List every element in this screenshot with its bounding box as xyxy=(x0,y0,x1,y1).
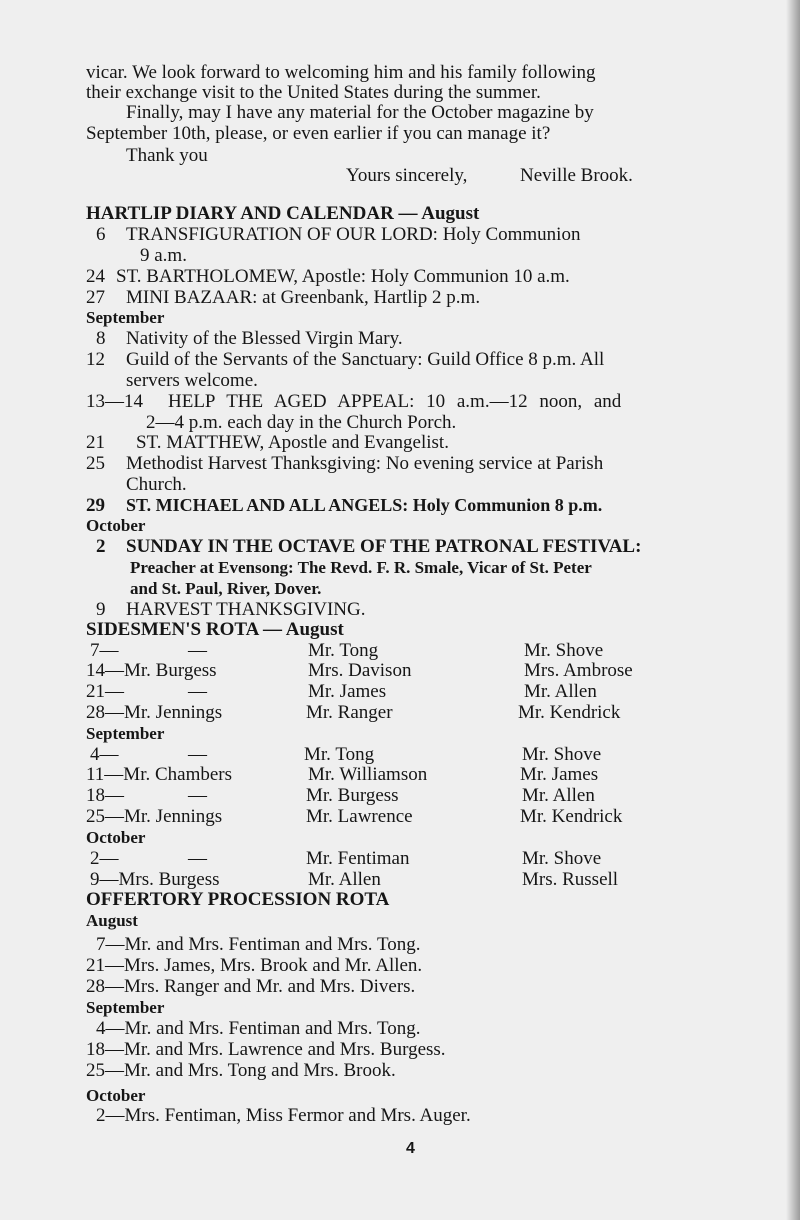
offertory-heading: OFFERTORY PROCESSION ROTA xyxy=(86,889,390,910)
offertory-entry: 2—Mrs. Fentiman, Miss Fermor and Mrs. Auger. xyxy=(96,1105,471,1126)
diary-day: 9 xyxy=(96,599,106,620)
rota-dash: — xyxy=(188,744,207,765)
rota-dash: — xyxy=(188,640,207,661)
offertory-entry: 21—Mrs. James, Mrs. Brook and Mr. Allen. xyxy=(86,955,423,976)
rota-date: 21— xyxy=(86,681,124,702)
rota-date: 28—Mr. Jennings xyxy=(86,702,223,723)
rota-name: Mr. Williamson xyxy=(308,764,428,785)
letter-signature: Neville Brook. xyxy=(520,165,633,186)
rota-name: Mr. Lawrence xyxy=(306,806,413,827)
letter-line-2: their exchange visit to the United States during the summer. xyxy=(86,82,541,103)
diary-entry-cont: and St. Paul, River, Dover. xyxy=(130,579,322,598)
diary-entry: HELP THE AGED APPEAL: 10 a.m.—12 noon, and xyxy=(168,391,622,412)
rota-name: Mr. James xyxy=(308,681,387,702)
diary-day: 13—14 xyxy=(86,391,143,412)
rota-date: 14—Mr. Burgess xyxy=(86,660,217,681)
rota-date: 25—Mr. Jennings xyxy=(86,806,223,827)
rota-name: Mr. Allen xyxy=(308,869,381,890)
diary-heading: HARTLIP DIARY AND CALENDAR — August xyxy=(86,203,480,224)
rota-name: Mr. Ranger xyxy=(306,702,393,723)
diary-entry: ST. BARTHOLOMEW, Apostle: Holy Communion 10 a.m. xyxy=(116,266,570,287)
rota-name: Mrs. Davison xyxy=(308,660,412,681)
rota-dash: — xyxy=(188,785,207,806)
rota-name: Mrs. Russell xyxy=(522,869,619,890)
rota-name: Mr. Allen xyxy=(524,681,597,702)
rota-name: Mr. James xyxy=(520,764,599,785)
diary-day: 24 xyxy=(86,266,105,287)
diary-day: 2 xyxy=(96,536,106,557)
diary-day: 25 xyxy=(86,453,105,474)
offertory-entry: 4—Mr. and Mrs. Fentiman and Mrs. Tong. xyxy=(96,1018,421,1039)
diary-entry: ST. MICHAEL AND ALL ANGELS: Holy Communion 8 p.m. xyxy=(126,495,603,515)
letter-thank-you: Thank you xyxy=(126,145,208,166)
rota-name: Mr. Shove xyxy=(524,640,604,661)
rota-name: Mr. Allen xyxy=(522,785,595,806)
diary-entry: Methodist Harvest Thanksgiving: No evening service at Parish xyxy=(126,453,604,474)
diary-entry: HARVEST THANKSGIVING. xyxy=(126,599,366,620)
rota-date: 2— xyxy=(90,848,119,869)
rota-name: Mr. Kendrick xyxy=(518,702,621,723)
diary-day: 8 xyxy=(96,328,106,349)
diary-day: 21 xyxy=(86,432,105,453)
letter-closing: Yours sincerely, xyxy=(346,165,468,186)
diary-entry-cont: 9 a.m. xyxy=(140,245,187,266)
offertory-entry: 25—Mr. and Mrs. Tong and Mrs. Brook. xyxy=(86,1060,396,1081)
offertory-month-september: September xyxy=(86,998,165,1017)
diary-entry: Guild of the Servants of the Sanctuary: Guild Office 8 p.m. All xyxy=(126,349,605,370)
letter-line-1: vicar. We look forward to welcoming him and his family following xyxy=(86,62,596,83)
rota-name: Mr. Tong xyxy=(308,640,379,661)
diary-entry-cont: Church. xyxy=(126,474,187,495)
rota-name: Mr. Tong xyxy=(304,744,375,765)
diary-day: 6 xyxy=(96,224,106,245)
rota-name: Mr. Shove xyxy=(522,744,602,765)
offertory-month-october: October xyxy=(86,1086,146,1105)
rota-dash: — xyxy=(188,848,207,869)
rota-date: 7— xyxy=(90,640,119,661)
diary-entry-cont: Preacher at Evensong: The Revd. F. R. Smale, Vicar of St. Peter xyxy=(130,558,592,577)
rota-date: 9—Mrs. Burgess xyxy=(90,869,220,890)
offertory-entry: 28—Mrs. Ranger and Mr. and Mrs. Divers. xyxy=(86,976,416,997)
rota-name: Mr. Fentiman xyxy=(306,848,410,869)
rota-month-september: September xyxy=(86,724,165,743)
rota-name: Mrs. Ambrose xyxy=(524,660,633,681)
diary-day: 27 xyxy=(86,287,105,308)
diary-day: 29 xyxy=(86,495,105,516)
rota-dash: — xyxy=(188,681,207,702)
diary-entry: Nativity of the Blessed Virgin Mary. xyxy=(126,328,403,349)
letter-line-4: September 10th, please, or even earlier if you can manage it? xyxy=(86,123,551,144)
page-number: 4 xyxy=(406,1140,415,1157)
diary-month-september: September xyxy=(86,308,165,327)
letter-line-3: Finally, may I have any material for the October magazine by xyxy=(126,102,594,123)
rota-name: Mr. Shove xyxy=(522,848,602,869)
diary-month-october: October xyxy=(86,516,146,535)
diary-entry: ST. MATTHEW, Apostle and Evangelist. xyxy=(136,432,449,453)
diary-day: 12 xyxy=(86,349,105,370)
diary-entry: SUNDAY IN THE OCTAVE OF THE PATRONAL FESTIVAL: xyxy=(126,536,642,557)
rota-month-october: October xyxy=(86,828,146,847)
offertory-entry: 7—Mr. and Mrs. Fentiman and Mrs. Tong. xyxy=(96,934,421,955)
rota-name: Mr. Kendrick xyxy=(520,806,623,827)
rota-date: 11—Mr. Chambers xyxy=(86,764,233,785)
diary-entry: MINI BAZAAR: at Greenbank, Hartlip 2 p.m. xyxy=(126,287,481,308)
diary-entry-cont: 2—4 p.m. each day in the Church Porch. xyxy=(146,412,457,433)
sidesmen-heading: SIDESMEN'S ROTA — August xyxy=(86,619,344,640)
rota-date: 4— xyxy=(90,744,119,765)
page-edge-shadow xyxy=(786,0,800,1220)
diary-entry: TRANSFIGURATION OF OUR LORD: Holy Communion xyxy=(126,224,581,245)
offertory-entry: 18—Mr. and Mrs. Lawrence and Mrs. Burgess. xyxy=(86,1039,446,1060)
rota-name: Mr. Burgess xyxy=(306,785,399,806)
offertory-month-august: August xyxy=(86,911,138,930)
rota-date: 18— xyxy=(86,785,124,806)
diary-entry-cont: servers welcome. xyxy=(126,370,258,391)
